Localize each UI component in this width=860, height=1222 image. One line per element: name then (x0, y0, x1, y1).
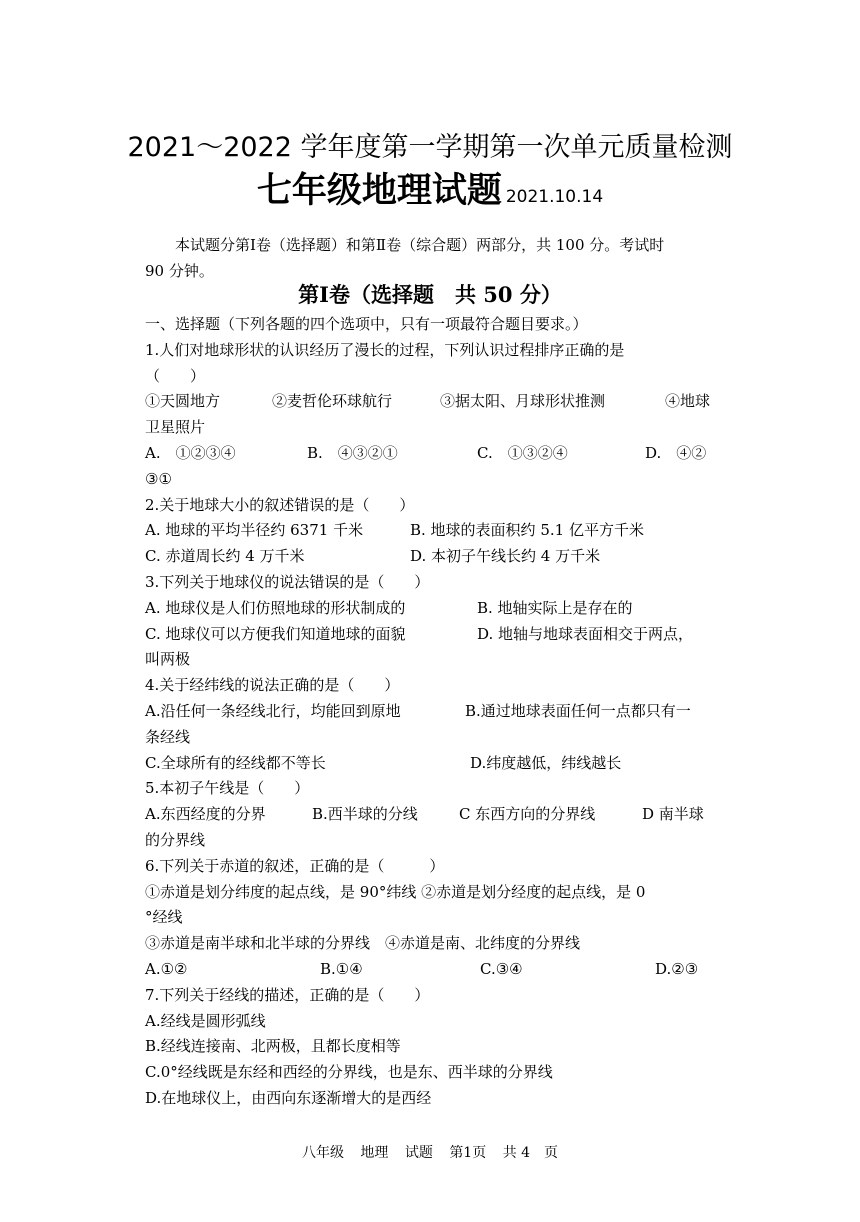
q1-item-3: ③据太阳、月球形状推测 (440, 392, 606, 411)
q5-option-d: D 南半球 (642, 805, 704, 824)
q1-option-d: D. ④② (645, 443, 707, 462)
q4-options-row-1 (145, 699, 725, 725)
q5-option-d-cont: 的分界线 (145, 830, 206, 849)
q4-options-row-2 (145, 751, 725, 777)
q3-option-c: C. 地球仪可以方便我们知道地球的面貌 (145, 624, 406, 643)
q6-option-b: B.①④ (320, 959, 363, 978)
q1-items-row (145, 389, 725, 415)
q2-option-a: A. 地球的平均半径约 6371 千米 (145, 521, 364, 540)
q2-options-row-2 (145, 544, 725, 570)
q6-statement-line-2: °经线 (145, 908, 183, 927)
q1-option-c: C. ①③②④ (477, 443, 568, 462)
q1-stem-paren: （ ） (145, 366, 206, 385)
q1-option-a: A. ①②③④ (145, 443, 236, 462)
q7-option-a: A.经线是圆形弧线 (145, 1011, 266, 1030)
q4-option-c: C.全球所有的经线都不等长 (145, 753, 326, 772)
page-footer (0, 1143, 860, 1163)
q4-option-b: B.通过地球表面任何一点都只有一 (465, 701, 691, 720)
q4-stem: 4.关于经纬线的说法正确的是（ ） (145, 676, 400, 695)
q7-option-c: C.0°经线既是东经和西经的分界线，也是东、西半球的分界线 (145, 1063, 553, 1082)
q2-options-row-1 (145, 518, 725, 544)
exam-date: 2021.10.14 (505, 187, 604, 207)
q6-statement-line-1: ①赤道是划分纬度的起点线，是 90°纬线 ②赤道是划分经度的起点线，是 0 (145, 882, 646, 901)
intro-line-2: 90 分钟。 (145, 262, 214, 280)
footer-kind: 试题 (404, 1145, 433, 1161)
q1-item-4-cont: 卫星照片 (145, 418, 206, 437)
q1-item-4: ④地球 (665, 392, 711, 411)
q1-options-row (145, 441, 725, 467)
q4-option-a: A.沿任何一条经线北行，均能回到原地 (145, 701, 401, 720)
q6-statement-line-3: ③赤道是南半球和北半球的分界线 ④赤道是南、北纬度的分界线 (145, 934, 581, 953)
q3-options-row-1 (145, 596, 725, 622)
q2-option-b: B. 地球的表面积约 5.1 亿平方千米 (410, 521, 644, 540)
q6-option-d: D.②③ (655, 959, 699, 978)
footer-subject: 地理 (360, 1145, 389, 1161)
q6-stem: 6.下列关于赤道的叙述，正确的是（ ） (145, 856, 445, 875)
q3-stem: 3.下列关于地球仪的说法错误的是（ ） (145, 572, 430, 591)
q7-stem: 7.下列关于经线的描述，正确的是（ ） (145, 985, 430, 1004)
section-instruction: 一、选择题（下列各题的四个选项中，只有一项最符合题目要求。） (145, 315, 588, 333)
exam-title-line1: 2021～2022 学年度第一学期第一次单元质量检测 (127, 132, 733, 163)
q7-option-d: D.在地球仪上，由西向东逐渐增大的是西经 (145, 1088, 432, 1107)
q3-option-a: A. 地球仪是人们仿照地球的形状制成的 (145, 598, 406, 617)
q2-option-c: C. 赤道周长约 4 万千米 (145, 547, 305, 566)
section-title: 第Ⅰ卷（选择题 共 50 分） (298, 282, 562, 307)
q4-option-d: D.纬度越低，纬线越长 (470, 753, 622, 772)
q3-option-d: D. 地轴与地球表面相交于两点， (477, 624, 694, 643)
q4-option-b-cont: 条经线 (145, 727, 191, 746)
q1-item-1: ①天圆地方 (145, 392, 221, 411)
q5-option-b: B.西半球的分线 (312, 805, 418, 824)
q1-stem: 1.人们对地球形状的认识经历了漫长的过程，下列认识过程排序正确的是 (145, 340, 625, 359)
q1-item-2: ②麦哲伦环球航行 (272, 392, 393, 411)
q5-option-c: C 东西方向的分界线 (459, 805, 596, 824)
q6-option-a: A.①② (145, 959, 188, 978)
q3-option-d-cont: 叫两极 (145, 650, 191, 669)
q1-option-d-cont: ③① (145, 469, 172, 488)
q3-options-row-2 (145, 622, 725, 648)
q7-option-b: B.经线连接南、北两极，且都长度相等 (145, 1037, 401, 1056)
exam-intro (145, 232, 725, 284)
footer-page: 第1页 (449, 1145, 487, 1161)
q6-options-row (145, 957, 725, 983)
q2-option-d: D. 本初子午线长约 4 万千米 (410, 547, 601, 566)
q3-option-b: B. 地轴实际上是存在的 (477, 598, 633, 617)
intro-line-1: 本试题分第Ⅰ卷（选择题）和第Ⅱ卷（综合题）两部分，共 100 分。考试时 (175, 236, 665, 254)
exam-title-line2-wrap (0, 168, 860, 214)
footer-grade: 八年级 (301, 1145, 344, 1161)
q2-stem: 2.关于地球大小的叙述错误的是（ ） (145, 495, 415, 514)
questions-body (145, 312, 725, 1112)
q6-option-c: C.③④ (480, 959, 523, 978)
q1-option-b: B. ④③②① (307, 443, 398, 462)
q5-options-row (145, 802, 725, 828)
footer-total: 共 4 页 (502, 1145, 559, 1161)
q5-option-a: A.东西经度的分界 (145, 805, 266, 824)
q5-stem: 5.本初子午线是（ ） (145, 779, 310, 798)
exam-title-main: 七年级地理试题 (256, 171, 502, 211)
